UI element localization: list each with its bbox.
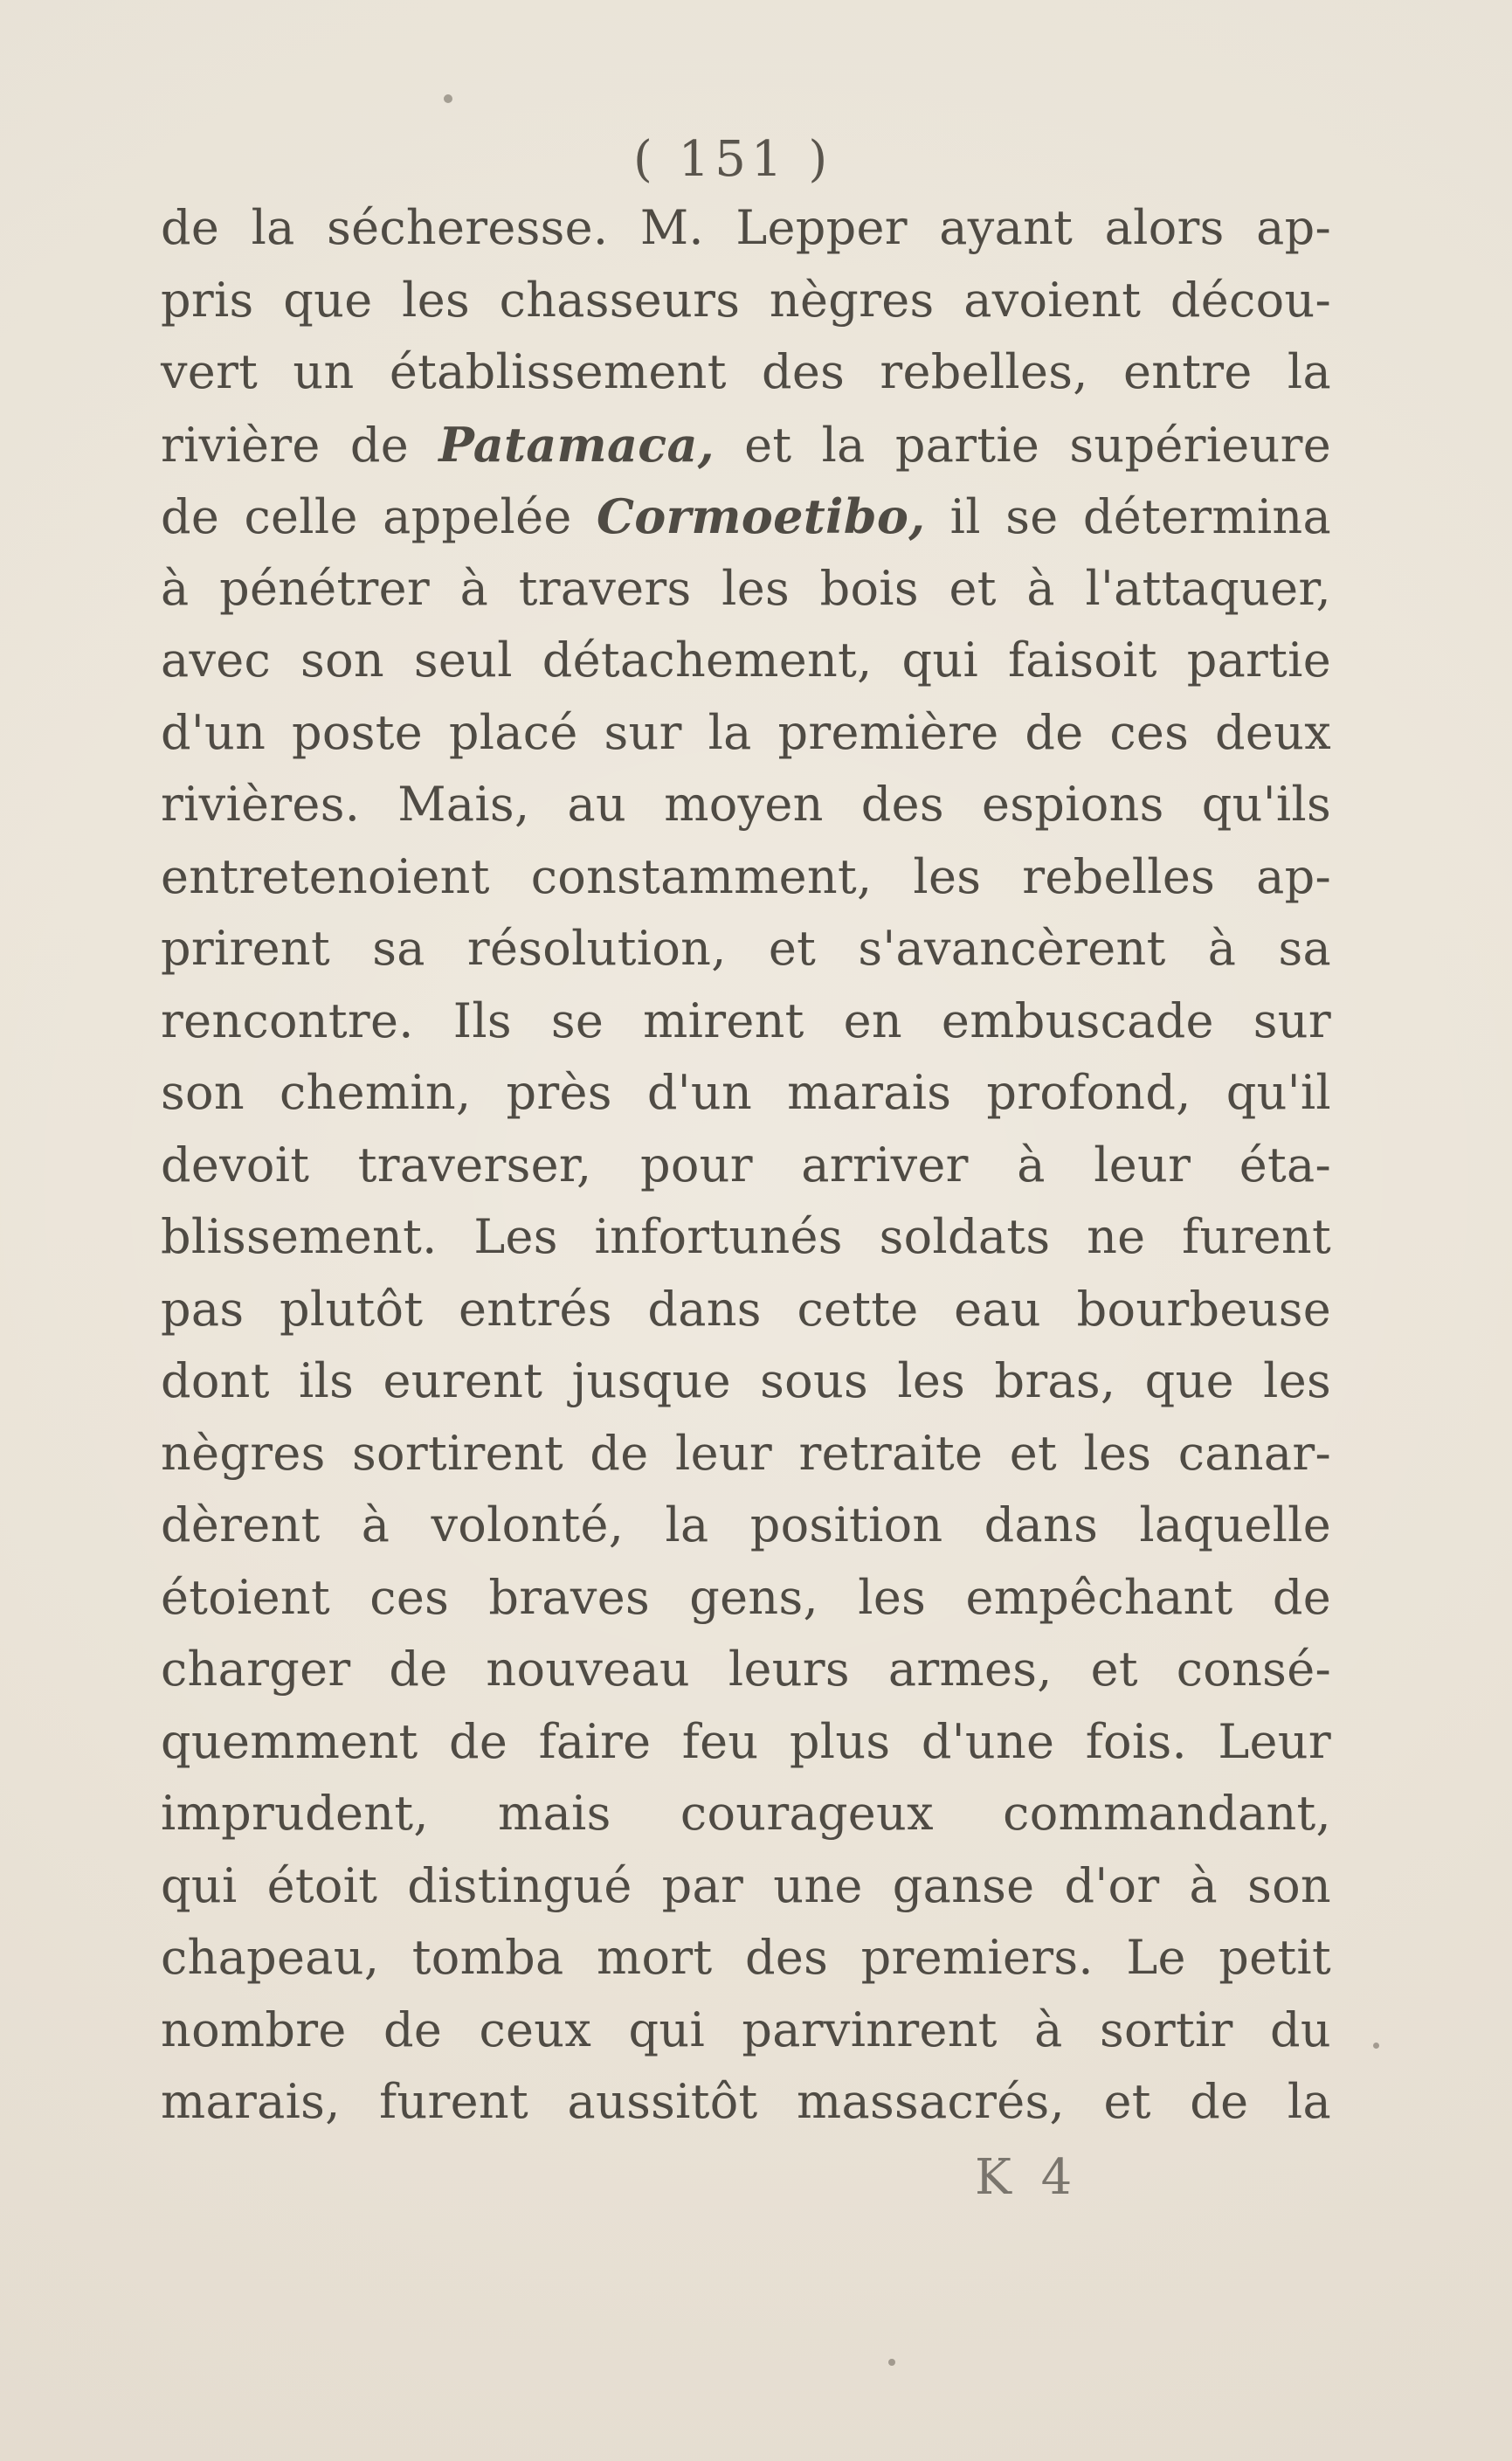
text-line: d'un poste placé sur la première de ces deux	[161, 704, 1331, 760]
text-line: à pénétrer à travers les bois et à l'attaquer,	[161, 560, 1331, 616]
text-line: dèrent à volonté, la position dans laquelle	[161, 1497, 1331, 1552]
text-line: de la sécheresse. M. Lepper ayant alors ap-	[161, 200, 1331, 255]
text-line: imprudent, mais courageux commandant,	[161, 1786, 1331, 1841]
text-line: entretenoient constamment, les rebelles ap-	[161, 848, 1331, 904]
text-line: chapeau, tomba mort des premiers. Le petit	[161, 1930, 1331, 1985]
text-line: avec son seul détachement, qui faisoit partie	[161, 633, 1331, 688]
text-line: son chemin, près d'un marais profond, qu'il	[161, 1065, 1331, 1120]
text-line: vert un établissement des rebelles, entre la	[161, 344, 1331, 399]
text-line: qui étoit distingué par une ganse d'or à son	[161, 1857, 1331, 1913]
body-text	[161, 192, 1331, 2139]
text-segment: et la partie supérieure	[714, 417, 1332, 473]
text-line: pas plutôt entrés dans cette eau bourbeuse	[161, 1281, 1331, 1337]
text-line: nègres sortirent de leur retraite et les canar-	[161, 1425, 1331, 1481]
text-line: étoient ces braves gens, les empêchant de	[161, 1569, 1331, 1625]
text-line: prirent sa résolution, et s'avancèrent à sa	[161, 921, 1331, 976]
page-number-header: ( 151 )	[633, 131, 833, 188]
text-line: rivières. Mais, au moyen des espions qu'ils	[161, 777, 1331, 832]
text-line: rencontre. Ils se mirent en embuscade sur	[161, 992, 1331, 1048]
italic-place-name: Patamaca,	[438, 416, 715, 473]
text-line: devoit traverser, pour arriver à leur éta-	[161, 1137, 1331, 1192]
italic-place-name: Cormoetibo,	[597, 488, 926, 544]
text-line: quemment de faire feu plus d'une fois. Leur	[161, 1713, 1331, 1769]
text-line-with-italic	[161, 480, 1331, 553]
text-line: nombre de ceux qui parvinrent à sortir du	[161, 2001, 1331, 2057]
paper-speck	[444, 94, 452, 103]
text-line: marais, furent aussitôt massacrés, et de la	[161, 2074, 1331, 2129]
text-line-with-italic	[161, 409, 1331, 481]
text-line: dont ils eurent jusque sous les bras, que les	[161, 1353, 1331, 1408]
paper-speck	[1373, 2043, 1379, 2049]
text-line: charger de nouveau leurs armes, et consé-	[161, 1642, 1331, 1697]
text-segment: rivière de	[161, 417, 439, 473]
paper-speck	[888, 2359, 895, 2366]
text-segment: il se détermina	[925, 489, 1331, 544]
catchword: K 4	[975, 2149, 1080, 2206]
text-segment: de celle appelée	[161, 489, 597, 544]
text-line: pris que les chasseurs nègres avoient décou-	[161, 272, 1331, 328]
text-line: blissement. Les infortunés soldats ne furent	[161, 1209, 1331, 1264]
